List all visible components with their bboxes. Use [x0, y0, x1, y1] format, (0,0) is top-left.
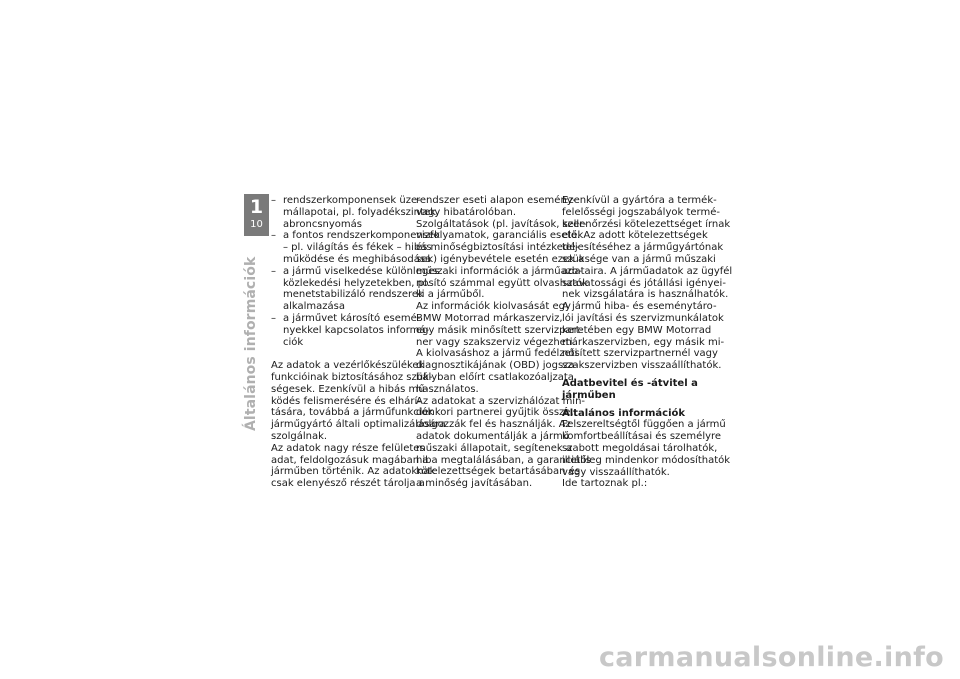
text-line: BMW Motorrad márkaszerviz,	[416, 312, 563, 324]
subsection-heading: Általános információk	[562, 407, 686, 419]
text-line: keretében egy BMW Motorrad	[562, 324, 712, 336]
text-line: szakszervizben visszaállíthatók.	[562, 360, 722, 372]
text-line: Ide tartoznak pl.:	[562, 478, 648, 490]
text-line: Az adatok a vezérlőkészülékek	[271, 360, 425, 372]
text-line: használatos.	[416, 383, 479, 395]
text-line: a jármű viselkedése különleges	[283, 265, 440, 277]
text-line: menetstabilizáló rendszerek	[283, 289, 424, 301]
paragraph	[416, 348, 579, 395]
text-line: egy másik minősített szervizpart-	[416, 324, 584, 336]
paragraph	[416, 395, 591, 490]
text-line: rendszerkomponensek üze-	[283, 195, 421, 206]
text-column-1	[271, 195, 446, 490]
text-line: és minőségbiztosítási intézkedé-	[416, 242, 579, 254]
text-line: vagy visszaállíthatók.	[562, 466, 670, 478]
text-line: nek vizsgálatára is használhatók.	[562, 289, 729, 301]
text-line: szolgálnak.	[271, 430, 328, 442]
bullet-dash: –	[271, 312, 276, 324]
text-line: bályban előírt csatlakozóaljzata	[416, 371, 574, 383]
paragraph	[562, 195, 733, 301]
paragraph	[271, 360, 446, 443]
text-line: műszaki információk a járműazo-	[416, 265, 582, 277]
text-line: márkaszervizben, egy másik mi-	[562, 336, 725, 348]
paragraph	[416, 218, 589, 302]
bullet-dash: –	[271, 230, 276, 242]
text-line: járműgyártó általi optimalizálására	[271, 419, 446, 431]
text-line: ciók	[283, 336, 304, 348]
text-line: szavatossági és jótállási igényei-	[562, 277, 726, 289]
paragraph	[562, 301, 725, 372]
text-line: ködés felismerésére és elhárí-	[271, 395, 421, 407]
text-line: rendszer eseti alapon esemény-	[416, 195, 577, 206]
text-line: járműben történik. Az adatoknak	[271, 466, 436, 478]
heading-line: járműben	[562, 389, 616, 401]
bullet-dash: –	[271, 195, 276, 206]
paragraph	[562, 478, 702, 490]
text-line: ki a járműből.	[416, 289, 485, 301]
text-line: elő. Az adott kötelezettségek	[562, 230, 708, 242]
text-line: alkalmazása	[283, 301, 346, 313]
chapter-side-title: Általános információk	[243, 256, 259, 431]
text-line: – pl. világítás és fékek – hibás	[283, 242, 432, 254]
heading-line: Adatbevitel és -átvitel a	[562, 377, 698, 389]
bullet-item	[271, 265, 440, 313]
text-line: kellenőrzési kötelezettséget írnak	[562, 218, 731, 230]
text-line: A kiolvasáshoz a jármű fedélzeti	[416, 348, 578, 360]
text-line: a minőség javításában.	[416, 478, 533, 490]
bullet-item	[271, 195, 440, 230]
text-line: csak elenyésző részét tárolja a	[271, 478, 425, 490]
text-line: vizfolyamatok, garanciális esetek	[416, 230, 584, 242]
text-line: funkcióinak biztosításához szük-	[271, 371, 433, 383]
text-line: felelősségi jogszabályok termé-	[562, 206, 720, 218]
page-number: 10	[250, 219, 263, 230]
text-line: a fontos rendszerkomponensek	[283, 230, 440, 242]
text-line: Szolgáltatások (pl. javítások, szer-	[416, 218, 587, 230]
text-line: illetőleg mindenkor módosíthatók	[562, 454, 731, 466]
text-line: nősített szervizpartnernél vagy	[562, 348, 718, 360]
text-line: szabott megoldásai tárolhatók,	[562, 442, 718, 454]
paragraph	[416, 195, 577, 219]
text-line: diagnosztikájának (OBD) jogsza-	[416, 360, 579, 372]
text-line: denkori partnerei gyűjtik össze,	[416, 407, 574, 419]
paragraph	[416, 301, 584, 348]
text-line: közlekedési helyzetekben, pl.	[283, 277, 430, 289]
chapter-tab	[244, 194, 269, 236]
text-line: szüksége van a jármű műszaki	[562, 253, 716, 265]
text-line: műszaki állapotait, segítenek a	[416, 442, 572, 454]
text-column-3	[562, 195, 733, 490]
text-line: működése és meghibásodása	[283, 253, 432, 265]
text-line: adataira. A járműadatok az ügyfél	[562, 265, 733, 277]
text-line: mállapotai, pl. folyadékszintek,	[283, 206, 440, 218]
text-line: ségesek. Ezenkívül a hibás mű-	[271, 383, 429, 395]
text-line: hiba megtalálásában, a garanciális	[416, 454, 591, 466]
watermark: carmanualsonline.info	[598, 642, 944, 673]
text-line: Felszereltségtől függően a jármű	[562, 419, 726, 431]
chapter-number: 1	[249, 196, 264, 218]
bullet-item	[271, 312, 430, 348]
section-heading	[562, 378, 702, 402]
text-line: dolgozzák fel és használják. Az	[416, 419, 571, 431]
text-line: Ezenkívül a gyártóra a termék-	[562, 195, 717, 206]
text-line: adat, feldolgozásuk magában a	[271, 454, 429, 466]
text-line: komfortbeállításai és személyre	[562, 431, 722, 443]
bullet-item	[271, 230, 440, 265]
text-line: A jármű hiba- és eseménytáro-	[562, 301, 717, 313]
text-line: ner vagy szakszerviz végezheti.	[416, 336, 576, 348]
text-line: nyekkel kapcsolatos informá-	[283, 324, 430, 336]
text-line: kötelezettségek betartásában és	[416, 466, 581, 478]
text-line: teljesítéséhez a járműgyártónak	[562, 242, 724, 254]
paragraph	[271, 442, 436, 490]
bullet-dash: –	[271, 265, 276, 277]
text-line: adatok dokumentálják a jármű	[416, 430, 570, 442]
text-line: Az adatokat a szervizhálózat min-	[416, 395, 586, 407]
text-line: a járművet károsító esemé-	[283, 312, 421, 324]
paragraph	[562, 419, 731, 478]
text-line: Az információk kiolvasását egy	[416, 301, 571, 313]
text-line: abroncsnyomás	[283, 218, 362, 230]
text-line: sek) igénybevétele esetén ezek a	[416, 253, 585, 265]
text-line: vagy hibatárolóban.	[416, 206, 517, 218]
text-line: Az adatok nagy része felületes	[271, 442, 425, 454]
text-line: lói javítási és szervizmunkálatok	[562, 312, 724, 324]
text-line: nosító számmal együtt olvashatók	[416, 277, 589, 289]
text-line: tására, továbbá a járműfunkciók	[271, 407, 434, 419]
